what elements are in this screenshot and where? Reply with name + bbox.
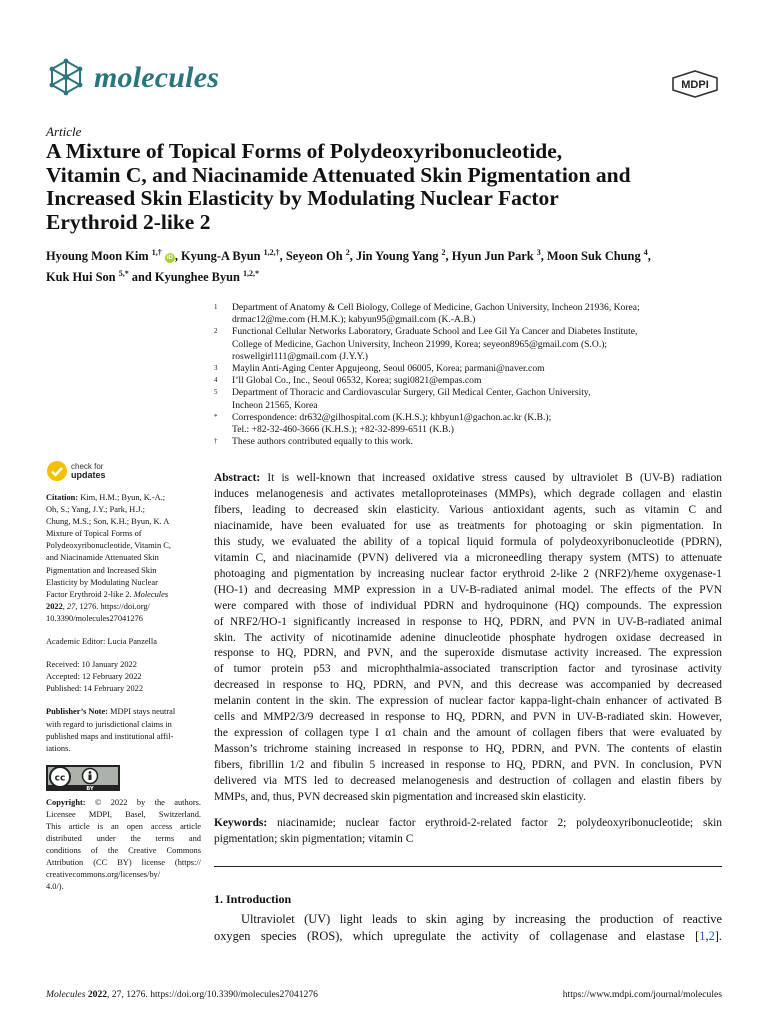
keywords-label: Keywords: <box>214 817 268 829</box>
citation-label: Citation: <box>46 493 79 502</box>
affiliation-line: drmac12@me.com (H.M.K.); kabyun95@gmail.com (K.-A.B.) <box>232 314 476 326</box>
affiliation-number: 3 <box>214 364 218 373</box>
author-sep: , <box>174 249 182 264</box>
received-date: Received: 10 January 2022 <box>46 660 137 670</box>
copyright-line[interactable]: Attribution (CC BY) license (https:// <box>46 858 201 868</box>
citation-doi-link[interactable]: 10.3390/molecules27041276 <box>46 613 143 623</box>
abstract-line: decreased in response to HQ, PDRN, and PVN, and this decrease was accompanied by decreased <box>214 679 722 692</box>
author-name[interactable]: Kyunghee Byun <box>154 270 240 285</box>
keywords <box>214 816 722 848</box>
citation-link[interactable]: 2 <box>708 929 715 943</box>
title-line: Vitamin C, and Niacinamide Attenuated Skin Pigmentation and <box>46 162 631 187</box>
author-affil-sup: 1,2,† <box>263 248 280 257</box>
author-sep: , <box>445 249 452 264</box>
citation-line: Factor Erythroid 2-like 2. <box>46 589 132 599</box>
affiliation-item <box>214 302 744 326</box>
introduction-line: Ultraviolet (UV) light leads to skin aging by increasing the production of reactive <box>241 912 722 926</box>
keywords-line: niacinamide; nuclear factor erythroid-2-related factor 2; polydeoxyribonucleotide; skin <box>267 817 722 829</box>
orcid-icon[interactable]: iD <box>166 255 173 262</box>
publisher-note-line: published maps and institutional affil- <box>46 731 174 741</box>
affiliation-number: 1 <box>214 303 218 311</box>
affiliation-line: College of Medicine, Gachon University, Incheon 21999, Korea; seyeon8965@gmail.com (S.O.); <box>232 338 608 350</box>
copyright-line: © 2022 by the authors. <box>85 797 201 807</box>
author-affil-sup: 1,2,* <box>243 269 260 279</box>
affiliation-line: These authors contributed equally to this work. <box>232 436 413 448</box>
title-line: A Mixture of Topical Forms of Polydeoxyribonucleotide, <box>46 139 563 163</box>
cc-by-license-icon[interactable] <box>46 765 120 791</box>
affiliation-line: Tel.: +82-32-460-3666 (K.H.S.); +82-32-899-6511 (K.B.) <box>232 424 454 436</box>
copyright-line: This article is an open access article <box>46 821 201 831</box>
academic-editor: Academic Editor: Lucia Panzella <box>46 637 157 647</box>
author-affil-sup: 1,† <box>151 248 162 257</box>
abstract-line: this study, we evaluated the ability of a topical liquid formula of polydeoxyribonucleotide (PDRN), <box>214 535 722 548</box>
affiliation-number: 4 <box>214 376 218 385</box>
affiliation-item <box>214 326 744 363</box>
citation-line: Kim, H.M.; Byun, K.-A.; <box>78 493 166 502</box>
by-text: BY <box>86 785 94 791</box>
journal-name: molecules <box>94 61 220 94</box>
author-name[interactable]: Kyung-A Byun <box>181 249 261 264</box>
abstract-line: induces melanogenesis and activates metalloproteinases (MMPs), which degrade collagen and elastin <box>214 487 722 500</box>
introduction-line-end: ]. <box>714 929 722 943</box>
abstract-line: vitamin C, and niacinamide (PVN) delivered via a microneedling therapy system (MTS) to attenuate <box>214 551 722 564</box>
title-line: Erythroid 2-like 2 <box>46 209 211 234</box>
footer-year: 2022 <box>87 989 108 1000</box>
citation-doi-link[interactable]: , 1276. https://doi.org/ <box>75 601 150 611</box>
abstract-line: Masson’s trichrome staining increased in response to HQ, PDRN, and PVN. The contents of elastin <box>214 743 722 756</box>
author-affil-sup: 5,* <box>118 269 129 279</box>
affiliation-line: I’ll Global Co., Inc., Seoul 06532, Korea; sugi0821@empas.com <box>232 375 482 387</box>
check-updates-small: check for <box>71 462 104 471</box>
abstract-line: niacinamide, have been evaluated for use as treatments for photoaging or skin pigmentation. In <box>214 519 722 532</box>
citation-block: Citation: Kim, H.M.; Byun, K.-A.; Oh, S.; Yang, J.Y.; Park, H.J.; Chung, M.S.; Son, K.H.; Byun, K. A Mixture of Topical Forms of Polydeoxyribonucleotide, Vitamin C, and Niacinamide Attenuated Skin Pigmentation and Increased Skin Elasticity by Modulating Nuclear Factor Erythroid 2-like 2. Molecules 2022, 27, 1276. https://doi.org/ 10.3390/molecules27041276 <box>46 492 201 625</box>
author-sep: , <box>540 249 547 264</box>
affiliation-item <box>214 387 744 411</box>
affiliation-line: Department of Anatomy & Cell Biology, College of Medicine, Gachon University, Incheon 21936, Korea; <box>232 302 640 313</box>
keywords-line: pigmentation; skin pigmentation; vitamin C <box>214 832 414 845</box>
article-title <box>46 140 736 234</box>
affiliation-line: Correspondence: dr632@gilhospital.com (K.H.S.); khbyun1@gachon.ac.kr (K.B.); <box>232 411 552 423</box>
check-updates-icon <box>46 460 68 482</box>
author-affil-sup: 2 <box>345 248 350 257</box>
author-line <box>46 265 736 286</box>
affiliation-line: Department of Thoracic and Cardiovascular Surgery, Gil Medical Center, Gachon University, <box>232 387 591 399</box>
abstract-line: (HO-1) and decreasing MMP expression in a UV-B-radiated animal model. The effects of the PVN <box>214 583 722 596</box>
publisher-note <box>46 706 201 754</box>
accepted-date: Accepted: 12 February 2022 <box>46 672 142 682</box>
affiliation-line: Maylin Anti-Aging Center Apgujeong, Seoul 06005, Korea; parmani@naver.com <box>232 363 545 375</box>
author-list <box>46 244 736 286</box>
cc-text: cc <box>54 773 66 784</box>
author-line <box>46 244 736 265</box>
section-divider <box>214 866 722 867</box>
abstract-label: Abstract: <box>214 472 261 484</box>
footer-doi-link[interactable]: , 27, 1276. https://doi.org/10.3390/molecules27041276 <box>107 989 318 1000</box>
author-name[interactable]: Hyun Jun Park <box>451 249 534 264</box>
citation-journal: Molecules <box>133 589 169 599</box>
abstract-line: the expression of collagen type I α1 chain and the amount of collagen fibers that were evaluated by <box>214 727 722 740</box>
footer-citation <box>46 989 318 1000</box>
title-line: Increased Skin Elasticity by Modulating Nuclear Factor <box>46 186 559 210</box>
author-affil-sup: 3 <box>536 248 541 257</box>
abstract-line: cells and MMP2/3/9 decreased in response to HQ, PDRN, and PVN in UV-B-radiated skin. However, <box>214 711 722 724</box>
copyright-line[interactable]: 4.0/). <box>46 882 64 892</box>
copyright-block <box>46 797 201 894</box>
footer-journal: Molecules <box>46 989 86 1000</box>
copyright-line: conditions of the Creative Commons <box>46 846 201 856</box>
check-updates-big: updates <box>71 470 106 480</box>
correspondence-item <box>214 412 744 436</box>
abstract <box>214 471 722 806</box>
abstract-line: MMPs, and, thus, PVN decreased skin pigmentation and increased skin elasticity. <box>214 791 586 804</box>
author-name[interactable]: Moon Suk Chung <box>546 249 641 264</box>
abstract-line: fibers, leading to decreased skin elasticity. Various antioxidant agents, such as vitamin C and <box>214 503 722 516</box>
citation-line: Mixture of Topical Forms of <box>46 529 142 539</box>
author-sep: and <box>128 270 155 285</box>
affiliation-item <box>214 363 744 375</box>
published-date: Published: 14 February 2022 <box>46 684 144 694</box>
copyright-label: Copyright: <box>46 797 86 807</box>
affiliation-line: Functional Cellular Networks Laboratory, Graduate School and Lee Gil Ya Cancer and Diabetes Institute, <box>232 326 638 338</box>
affiliation-number: * <box>214 412 218 421</box>
molecule-logo-icon <box>46 58 86 98</box>
citation-line: Chung, M.S.; Son, K.H.; Byun, K. A <box>46 517 170 527</box>
author-sep: , <box>279 249 286 264</box>
affiliation-line: Incheon 21565, Korea <box>232 399 318 411</box>
affiliations <box>214 302 744 448</box>
abstract-line: were compared with those of individual PDRN and hydroquinone (HQ) compounds. The expression <box>214 599 722 612</box>
citation-line: Elasticity by Modulating Nuclear <box>46 577 158 587</box>
citation-line: Pigmentation and Increased Skin <box>46 565 157 575</box>
journal-logo <box>46 58 219 98</box>
article-type: Article <box>46 124 82 139</box>
affiliation-item <box>214 375 744 387</box>
citation-line: and Niacinamide Attenuated Skin <box>46 553 159 563</box>
copyright-line: distributed under the terms and <box>46 834 201 844</box>
section-heading-introduction: 1. Introduction <box>214 892 292 906</box>
equal-contribution-note <box>214 436 744 448</box>
abstract-line: skin. The activity of nicotinamide adenine dinucleotide phosphate hydrogen oxidase decreased in <box>214 631 722 644</box>
affiliation-line: roswellgirl111@gmail.com (J.Y.Y.) <box>232 350 368 362</box>
author-sep: , <box>647 249 651 264</box>
introduction-line: oxygen species (ROS), which upregulate the activity of collagenase and elastase [1,2]. <box>214 929 722 943</box>
author-sep: , <box>349 249 356 264</box>
author-affil-sup: 2 <box>441 248 446 257</box>
citation-volume: 27 <box>66 601 76 611</box>
abstract-line: melanin content in the skin. The expression of nuclear factor kappa-light-chain enhancer of activated B <box>214 695 722 708</box>
author-name[interactable]: Jin Young Yang <box>356 249 439 264</box>
abstract-line: It is well-known that increased oxidative stress caused by ultraviolet B (UV-B) radiation <box>260 472 722 484</box>
abstract-line: delivered via MTS led to decreased melanogenesis and destruction of collagen and elastin fibers by <box>214 775 722 788</box>
publisher-name: MDPI <box>681 79 709 91</box>
introduction-line-text: oxygen species (ROS), which upregulate the activity of collagenase and elastase [ <box>214 929 700 943</box>
publisher-note-line: with regard to jurisdictional claims in <box>46 719 172 729</box>
check-for-updates-button[interactable] <box>46 460 201 482</box>
footer-journal-url[interactable]: https://www.mdpi.com/journal/molecules <box>562 989 722 1000</box>
citation-link[interactable]: 1 <box>699 929 706 943</box>
introduction-text <box>214 911 722 945</box>
article-sidebar <box>46 460 201 894</box>
affiliation-number: 5 <box>214 388 218 397</box>
article-dates <box>46 659 201 695</box>
citation-year: 2022 <box>46 601 63 611</box>
publisher-note-line: iations. <box>46 743 71 753</box>
abstract-line: of NRF2/HO-1 significantly increased in response to HQ, PDRN, and PVN in UV-B-radiated animal <box>214 615 722 628</box>
author-affil-sup: 4 <box>643 248 648 257</box>
abstract-line: fibers, fibrillin 1/2 and fibulin 5 increased in response to HQ, PDRN, and PVN. In conclusion, PVN <box>214 759 722 772</box>
affiliation-number: 2 <box>214 327 218 336</box>
abstract-line: response to HQ, PDRN, and PVN, and the superoxide dismutase activity increased. The expression <box>214 647 722 660</box>
citation-line: Polydeoxyribonucleotide, Vitamin C, <box>46 541 171 551</box>
author-name[interactable]: Hyoung Moon Kim <box>46 249 149 264</box>
copyright-line: Licensee MDPI, Basel, Switzerland. <box>46 809 201 819</box>
citation-line: Oh, S.; Yang, J.Y.; Park, H.J.; <box>46 505 145 515</box>
author-name[interactable]: Kuk Hui Son <box>46 270 116 285</box>
abstract-line: photoaging and pigmentation by increasing nuclear factor erythroid 2-like 2 (NRF2)/heme oxygenase-1 <box>214 567 722 580</box>
copyright-line[interactable]: creativecommons.org/licenses/by/ <box>46 870 161 880</box>
mdpi-logo-icon <box>669 70 721 98</box>
affiliation-number: † <box>214 437 218 446</box>
abstract-line: of tumor protein p53 and microphthalmia-associated transcription factor and tyrosinase activity <box>214 663 722 676</box>
publisher-note-label: Publisher’s Note: <box>46 707 108 717</box>
author-name[interactable]: Seyeon Oh <box>285 249 343 264</box>
publisher-note-line: MDPI stays neutral <box>107 707 176 717</box>
